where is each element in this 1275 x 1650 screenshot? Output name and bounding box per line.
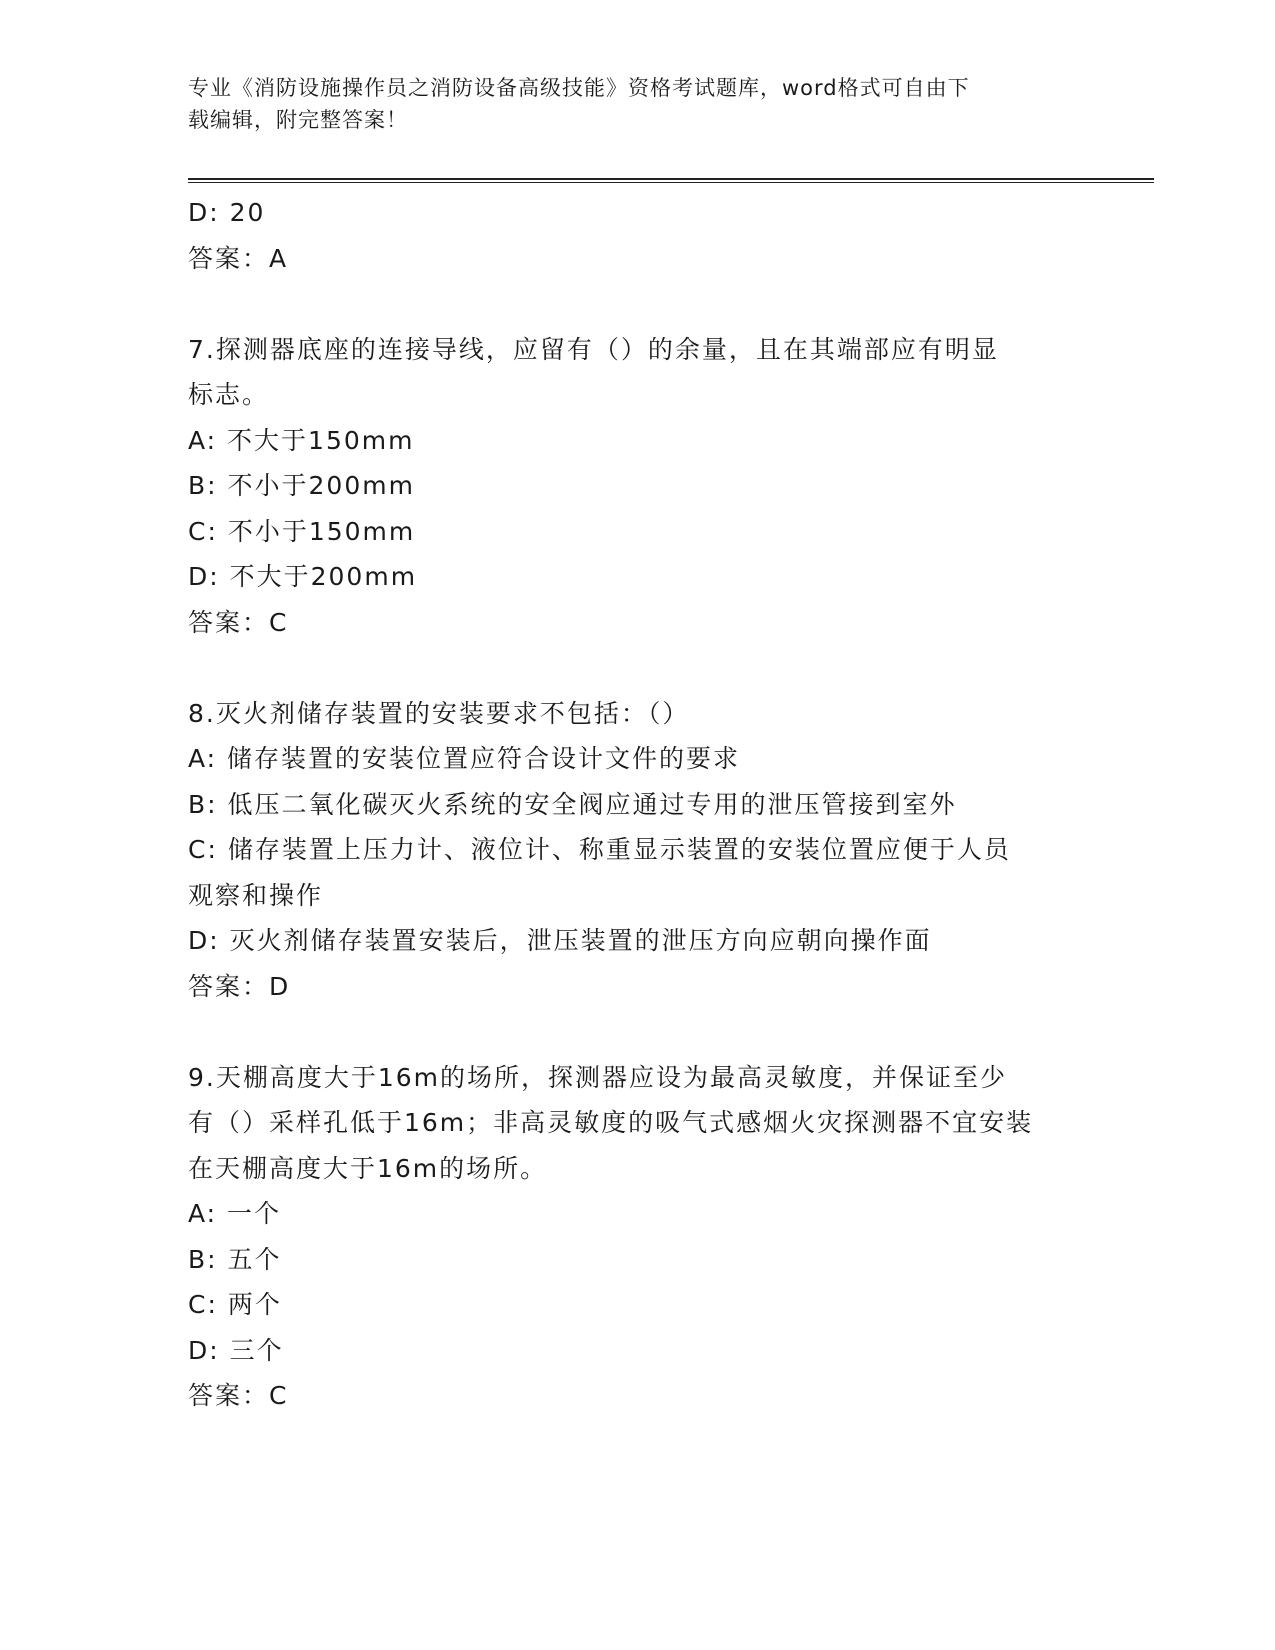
- question-8: [188, 691, 1088, 1010]
- option-d: D: 不大于200mm: [188, 562, 418, 591]
- question-7: [188, 327, 1088, 646]
- spacer: [188, 1009, 1088, 1055]
- option-c: C: 储存装置上压力计、液位计、称重显示装置的安装位置应便于人员: [188, 835, 1011, 864]
- spacer: [188, 645, 1088, 691]
- option-d: D: 三个: [188, 1335, 284, 1365]
- option-c: C: 两个: [188, 1290, 282, 1319]
- question-6-tail: [188, 190, 1088, 281]
- question-stem-continued: 标志。: [188, 380, 270, 409]
- answer: 答案：C: [188, 607, 289, 637]
- option-c: C: 不小于150mm: [188, 516, 416, 546]
- question-stem-continued: 在天棚高度大于16m的场所。: [188, 1153, 548, 1183]
- option-d: D: 灭火剂储存装置安装后，泄压装置的泄压方向应朝向操作面: [188, 926, 932, 955]
- question-stem: 7.探测器底座的连接导线，应留有（）的余量，且在其端部应有明显: [188, 334, 999, 364]
- question-stem: 8.灭火剂储存装置的安装要求不包括：（）: [188, 698, 690, 728]
- spacer: [188, 281, 1088, 327]
- header-divider: [188, 178, 1154, 183]
- option-a: A: 不大于150mm: [188, 425, 415, 455]
- document-body: [188, 190, 1088, 1419]
- answer: 答案：A: [188, 243, 289, 273]
- option-d: D: 20: [188, 198, 266, 227]
- answer: 答案：C: [188, 1381, 289, 1410]
- question-stem-continued: 有（）采样孔低于16m；非高灵敏度的吸气式感烟火灾探测器不宜安装: [188, 1108, 1034, 1137]
- option-a: A: 储存装置的安装位置应符合设计文件的要求: [188, 744, 741, 773]
- page-header: 专业《消防设施操作员之消防设备高级技能》资格考试题库，word格式可自由下 载编辑，附完整答案！: [188, 76, 970, 132]
- question-stem: 9.天棚高度大于16m的场所，探测器应设为最高灵敏度，并保证至少: [188, 1062, 1008, 1092]
- answer: 答案：D: [188, 971, 291, 1001]
- option-b: B: 五个: [188, 1244, 282, 1274]
- option-c-continued: 观察和操作: [188, 880, 324, 910]
- option-a: A: 一个: [188, 1199, 282, 1228]
- option-b: B: 低压二氧化碳灭火系统的安全阀应通过专用的泄压管接到室外: [188, 789, 957, 819]
- option-b: B: 不小于200mm: [188, 471, 415, 500]
- question-9: [188, 1055, 1088, 1419]
